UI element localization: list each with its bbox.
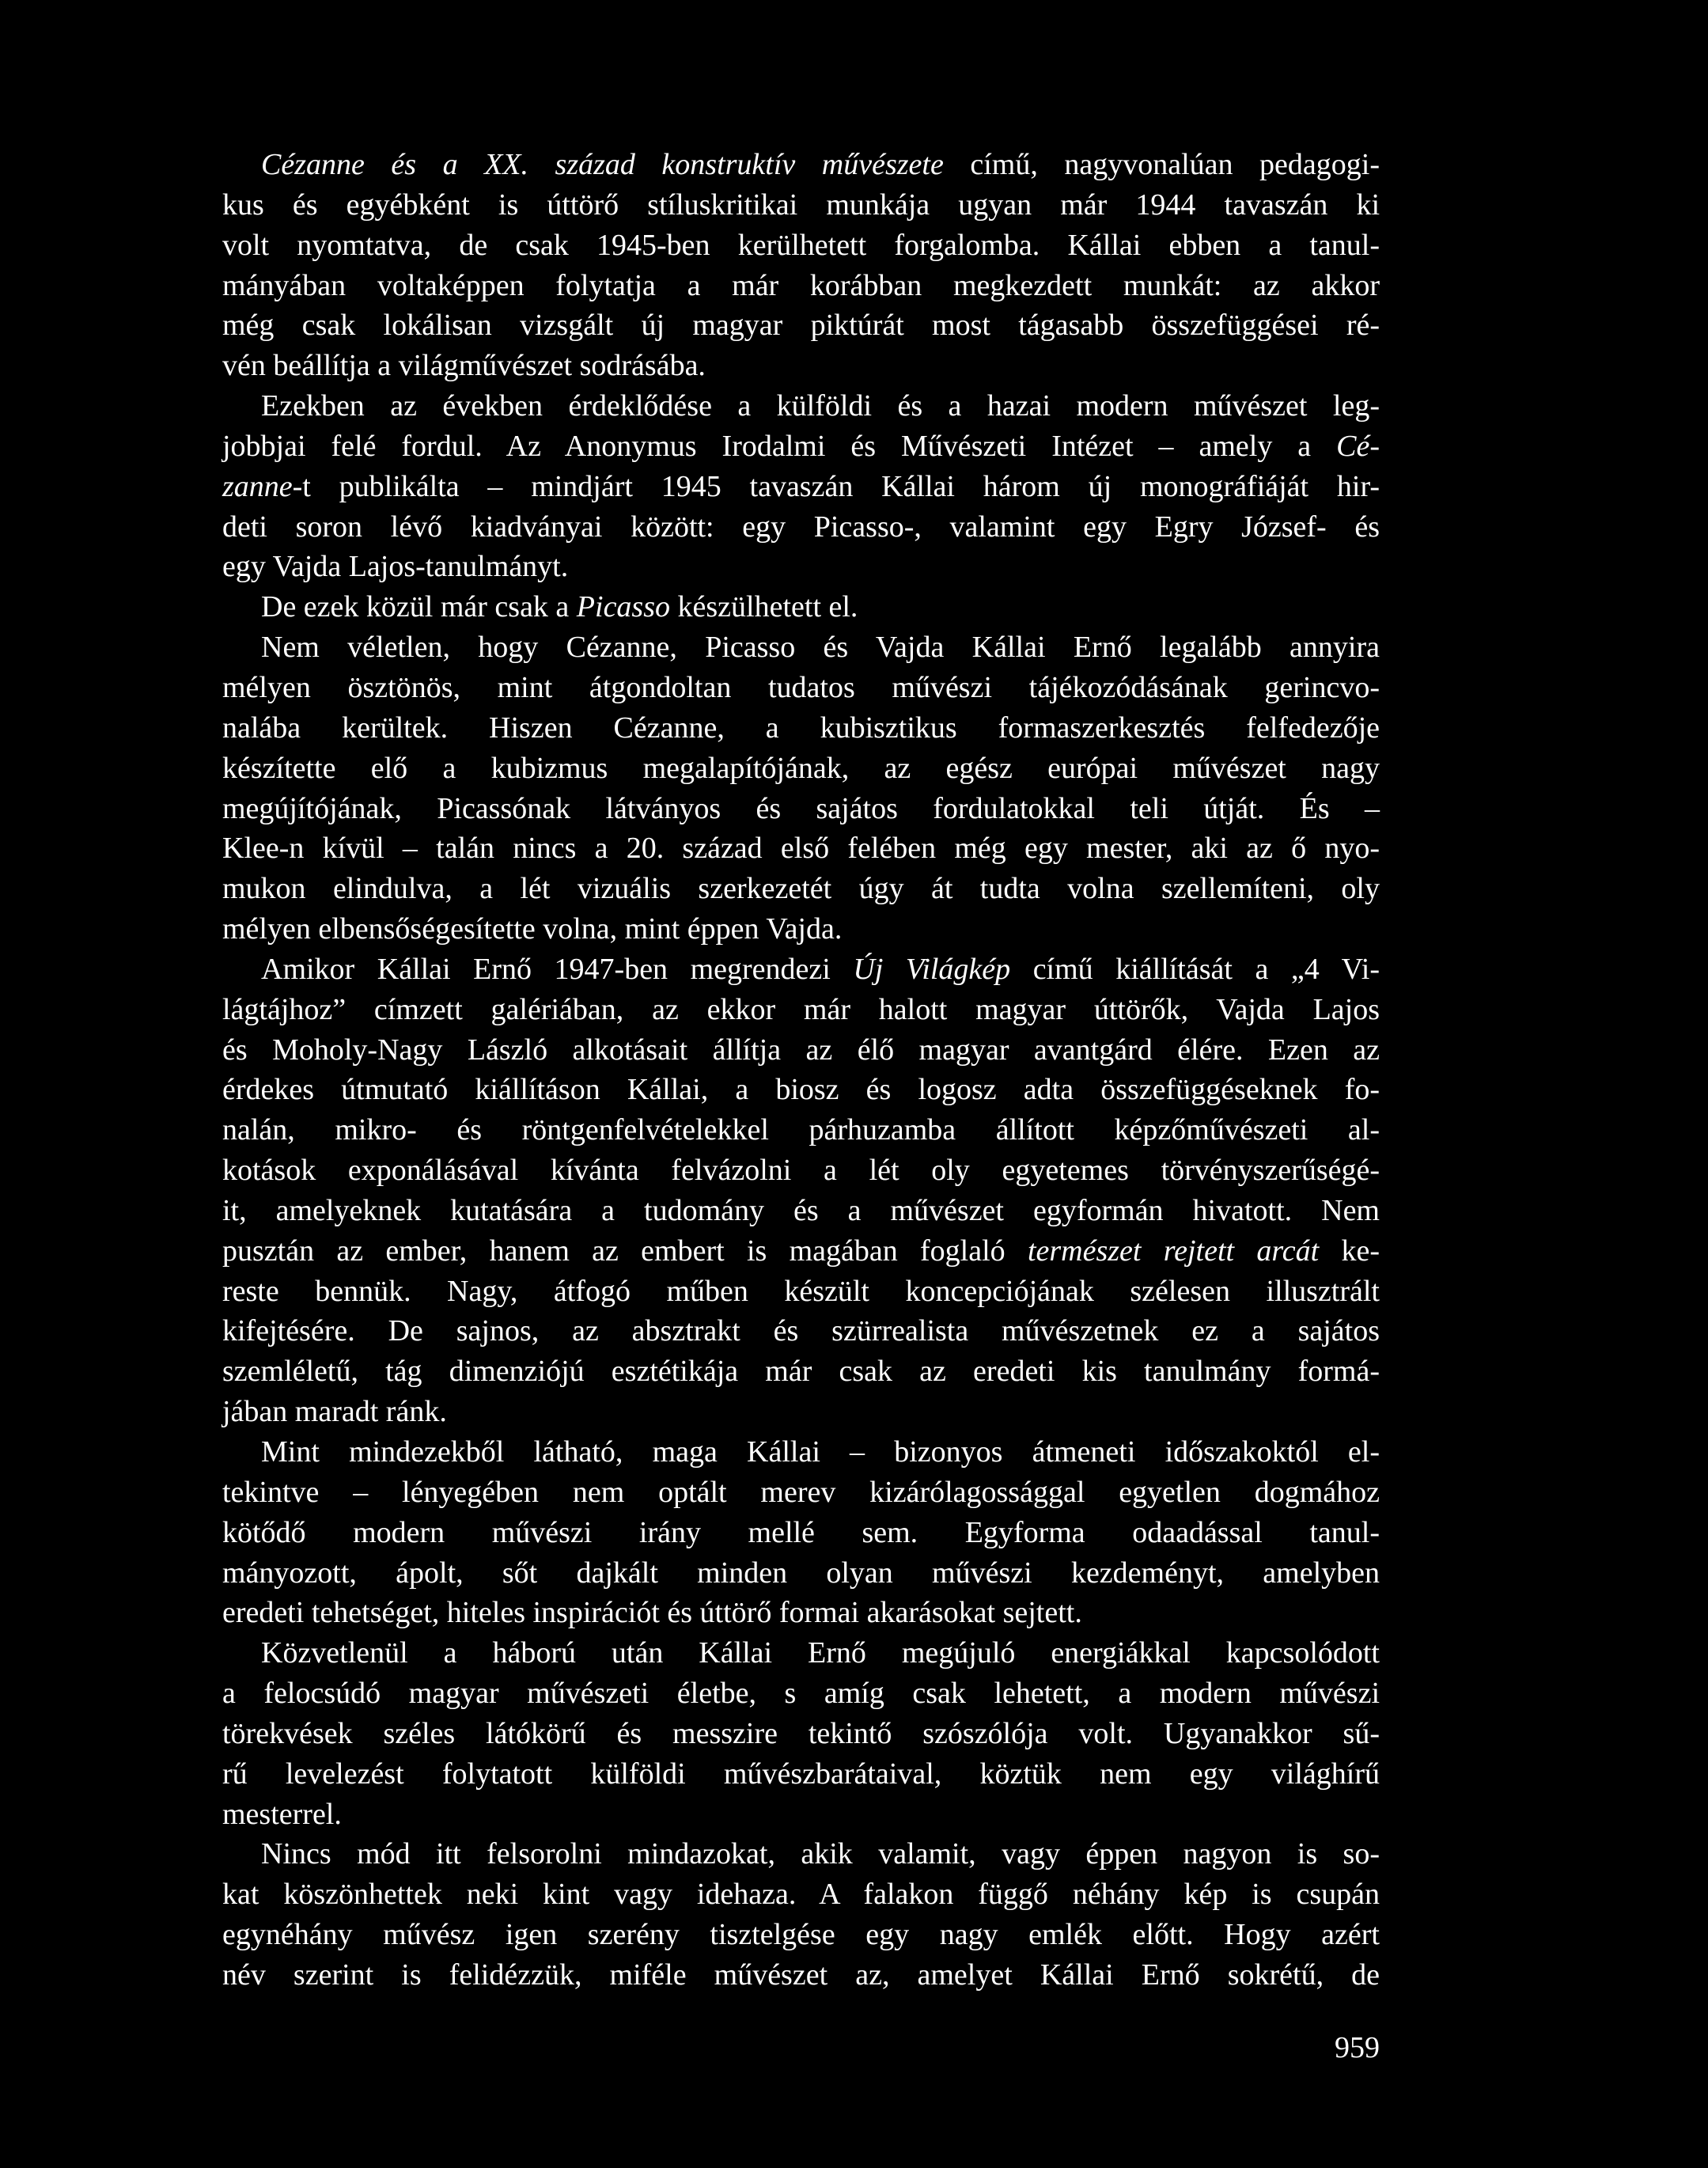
text-run: lágtájhoz” címzett galériában, az ekkor már halott magyar úttörők, Vajda Lajos: [222, 992, 1380, 1026]
text-run: vén beállítja a világművészet sodrásába.: [222, 349, 706, 383]
text-run: című, nagyvonalúan pedagogi-: [943, 148, 1380, 181]
text-line: [222, 627, 1380, 668]
text-line: [222, 1673, 1380, 1714]
text-line: [222, 1392, 1380, 1432]
text-line: [222, 1593, 1380, 1633]
text-line: [222, 1754, 1380, 1795]
text-line: [222, 1513, 1380, 1553]
text-run: készítette elő a kubizmus megalapítójának, az egész európai művészet nagy: [222, 751, 1380, 785]
text-line: [222, 1070, 1380, 1110]
text-run: kötődő modern művészi irány mellé sem. Egyforma odaadással tanul-: [222, 1515, 1380, 1549]
text-line: [222, 1915, 1380, 1955]
text-run: nalán, mikro- és röntgenfelvételekkel párhuzamba állított képzőművészeti al-: [222, 1113, 1380, 1147]
text-run: mesterrel.: [222, 1797, 342, 1831]
italic-text: Új Világkép: [853, 952, 1011, 986]
text-run: Közvetlenül a háború után Kállai Ernő megújuló energiákkal kapcsolódott: [261, 1636, 1380, 1670]
text-run: Amikor Kállai Ernő 1947-ben megrendezi: [261, 952, 854, 986]
text-line: [222, 869, 1380, 909]
text-run: deti soron lévő kiadványai között: egy Picasso-, valamint egy Egry József- és: [222, 510, 1380, 544]
text-line: [222, 185, 1380, 226]
text-run: Mint mindezekből látható, maga Kállai – bizonyos átmeneti időszakoktól el-: [261, 1435, 1380, 1469]
text-run: kifejtésére. De sajnos, az absztrakt és szürrealista művészetnek ez a sajátos: [222, 1314, 1380, 1348]
text-run: kotások exponálásával kívánta felvázolni a lét oly egyetemes törvényszerűségé-: [222, 1154, 1380, 1188]
text-line: [222, 266, 1380, 306]
text-run: volt nyomtatva, de csak 1945-ben kerülhetett forgalomba. Kállai ebben a tanul-: [222, 228, 1380, 262]
page-number: 959: [1335, 2031, 1380, 2064]
text-run: Nem véletlen, hogy Cézanne, Picasso és Vajda Kállai Ernő legalább annyira: [261, 631, 1380, 665]
text-line: [222, 1633, 1380, 1673]
text-line: [222, 1432, 1380, 1472]
text-line: [222, 426, 1380, 467]
italic-text: Cé-: [1336, 429, 1380, 463]
text-run: Nincs mód itt felsorolni mindazokat, akik valamit, vagy éppen nagyon is so-: [261, 1837, 1380, 1871]
text-run: eredeti tehetséget, hiteles inspirációt és úttörő formai akarásokat sejtett.: [222, 1596, 1082, 1630]
text-line: [222, 1351, 1380, 1392]
text-run: -t publikálta – mindjárt 1945 tavaszán Kállai három új monográfiáját hir-: [292, 469, 1380, 503]
text-line: [222, 909, 1380, 949]
text-line: [222, 828, 1380, 869]
text-run: jában maradt ránk.: [222, 1395, 447, 1429]
text-line: [222, 990, 1380, 1030]
text-line: [222, 467, 1380, 507]
text-run: nalába kerültek. Hiszen Cézanne, a kubisztikus formaszerkesztés felfedezője: [222, 711, 1380, 745]
text-run: tekintve – lényegében nem optált merev kizárólagossággal egyetlen dogmához: [222, 1475, 1380, 1509]
text-run: jobbjai felé fordul. Az Anonymus Irodalmi és Művészeti Intézet – amely a: [222, 429, 1337, 463]
text-run: it, amelyeknek kutatására a tudomány és a művészet egyformán hivatott. Nem: [222, 1193, 1380, 1227]
text-line: [222, 547, 1380, 587]
italic-text: természet rejtett arcát: [1027, 1234, 1320, 1268]
text-run: még csak lokálisan vizsgált új magyar piktúrát most tágasabb összefüggései ré-: [222, 309, 1380, 343]
text-line: [222, 1834, 1380, 1874]
text-line: [222, 346, 1380, 386]
text-run: De ezek közül már csak a: [261, 590, 577, 624]
italic-text: zanne: [222, 469, 293, 503]
text-run: mélyen elbensőségesítette volna, mint éppen Vajda.: [222, 912, 843, 946]
text-run: egynéhány művész igen szerény tisztelgése egy nagy emlék előtt. Hogy azért: [222, 1918, 1380, 1952]
text-run: mányozott, ápolt, sőt dajkált minden olyan művészi kezdeményt, amelyben: [222, 1556, 1380, 1590]
text-line: [222, 1231, 1380, 1272]
text-run: Klee-n kívül – talán nincs a 20. század első felében még egy mester, aki az ő nyo-: [222, 832, 1380, 866]
text-run: reste bennük. Nagy, átfogó műben készült koncepciójának szélesen illusztrált: [222, 1274, 1380, 1308]
text-line: [222, 1795, 1380, 1835]
text-run: mányában voltaképpen folytatja a már korábban megkezdett munkát: az akkor: [222, 268, 1380, 302]
text-line: [222, 386, 1380, 426]
text-line: [222, 507, 1380, 548]
text-run: készülhetett el.: [670, 590, 858, 624]
italic-text: Picasso: [576, 590, 671, 624]
text-run: kus és egyébként is úttörő stíluskritikai munkája ugyan már 1944 tavaszán ki: [222, 188, 1380, 222]
text-line: [222, 1714, 1380, 1754]
text-run: név szerint is felidézzük, miféle művészet az, amelyet Kállai Ernő sokrétű, de: [222, 1958, 1380, 1992]
text-line: [222, 789, 1380, 829]
text-run: érdekes útmutató kiállításon Kállai, a biosz és logosz adta összefüggéseknek fo-: [222, 1073, 1380, 1107]
text-line: [222, 749, 1380, 789]
italic-text: Cézanne és a XX. század konstruktív művészete: [261, 148, 944, 181]
text-line: [222, 668, 1380, 708]
text-line: [222, 1553, 1380, 1594]
text-run: kat köszönhettek neki kint vagy idehaza. A falakon függő néhány kép is csupán: [222, 1878, 1380, 1912]
text-run: megújítójának, Picassónak látványos és sajátos fordulatokkal teli útját. És –: [222, 791, 1380, 825]
text-run: egy Vajda Lajos-tanulmányt.: [222, 550, 569, 584]
text-line: [222, 145, 1380, 185]
text-line: [222, 1472, 1380, 1513]
text-run: mélyen ösztönös, mint átgondoltan tudatos művészi tájékozódásának gerincvo-: [222, 670, 1380, 704]
text-run: ke-: [1319, 1234, 1380, 1268]
text-line: [222, 1110, 1380, 1150]
text-run: című kiállítását a „4 Vi-: [1010, 952, 1380, 986]
text-run: törekvések széles látókörű és messzire tekintő szószólója volt. Ugyanakkor sű-: [222, 1716, 1380, 1750]
text-line: [222, 1150, 1380, 1191]
text-line: [222, 1874, 1380, 1915]
text-line: [222, 949, 1380, 990]
text-line: [222, 708, 1380, 749]
text-run: szemléletű, tág dimenziójú esztétikája már csak az eredeti kis tanulmány formá-: [222, 1355, 1380, 1389]
text-run: a felocsúdó magyar művészeti életbe, s amíg csak lehetett, a modern művészi: [222, 1677, 1380, 1711]
text-line: [222, 1955, 1380, 1996]
text-run: Ezekben az években érdeklődése a külföldi és a hazai modern művészet leg-: [261, 389, 1380, 423]
text-line: [222, 1030, 1380, 1071]
text-run: és Moholy-Nagy László alkotásait állítja az élő magyar avantgárd élére. Ezen az: [222, 1033, 1380, 1067]
text-run: rű levelezést folytatott külföldi művészbarátaival, köztük nem egy világhírű: [222, 1757, 1380, 1791]
text-run: pusztán az ember, hanem az embert is magában foglaló: [222, 1234, 1028, 1268]
text-line: [222, 1191, 1380, 1231]
text-line: [222, 1311, 1380, 1351]
text-line: [222, 1272, 1380, 1312]
text-line: [222, 587, 1380, 627]
body-text: [222, 145, 1380, 1996]
text-line: [222, 226, 1380, 266]
text-run: mukon elindulva, a lét vizuális szerkezetét úgy át tudta volna szellemíteni, oly: [222, 872, 1380, 906]
text-line: [222, 305, 1380, 346]
